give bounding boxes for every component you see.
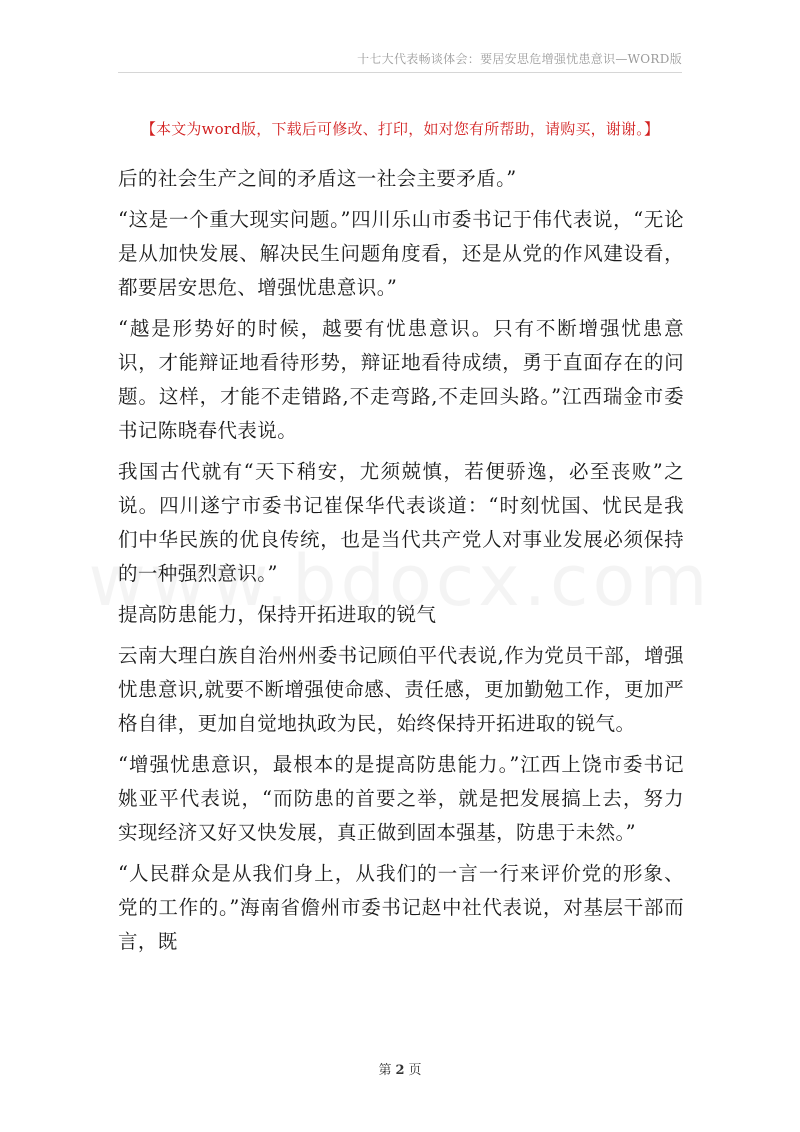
page-label-suffix: 页	[408, 1063, 422, 1078]
paragraph: “这是一个重大现实问题。”四川乐山市委书记于伟代表说，“无论是从加快发展、解决民生问题角度看，还是从党的作风建设看，都要居安思危、增强忧患意识。”	[118, 208, 684, 299]
section-heading: 提高防患能力，保持开拓进取的锐气	[118, 603, 437, 626]
header-divider	[118, 72, 682, 73]
paragraph: 后的社会生产之间的矛盾这一社会主要矛盾。”	[118, 167, 517, 190]
paragraph: “增强忧患意识，最根本的是提高防患能力。”江西上饶市委书记姚亚平代表说，“而防患的首要之举，就是把发展搞上去，努力实现经济又好又快发展，真正做到固本强基，防患于未然。”	[118, 753, 684, 844]
paragraph: “人民群众是从我们身上，从我们的一言一行来评价党的形象、党的工作的。”海南省儋州市委书记赵中社代表说，对基层干部而言，既	[118, 862, 684, 953]
page-label-prefix: 第	[378, 1063, 392, 1078]
page-header-title: 十七大代表畅谈体会：要居安思危增强忧患意识—WORD版	[357, 52, 682, 66]
page-footer	[0, 1059, 800, 1078]
page-number: 2	[395, 1063, 405, 1078]
download-notice: 【本文为word版，下载后可修改、打印，如对您有所帮助，请购买，谢谢。】	[140, 120, 660, 138]
paragraph: “越是形势好的时候，越要有忧患意识。只有不断增强忧患意识，才能辩证地看待形势，辩证地看待成绩，勇于直面存在的问题。这样，才能不走错路,不走弯路,不走回头路。”江西瑞金市委书记陈晓春代表说。	[118, 317, 684, 442]
paragraph: 云南大理白族自治州州委书记顾伯平代表说,作为党员干部，增强忧患意识,就要不断增强使命感、责任感，更加勤勉工作，更加严格自律，更加自觉地执政为民，始终保持开拓进取的锐气。	[118, 644, 684, 735]
paragraph: 我国古代就有“天下稍安，尤须兢慎，若便骄逸，必至丧败”之说。四川遂宁市委书记崔保华代表谈道：“时刻忧国、忧民是我们中华民族的优良传统，也是当代共产党人对事业发展必须保持的一种强烈意识。”	[118, 460, 684, 585]
document-body	[118, 162, 684, 966]
